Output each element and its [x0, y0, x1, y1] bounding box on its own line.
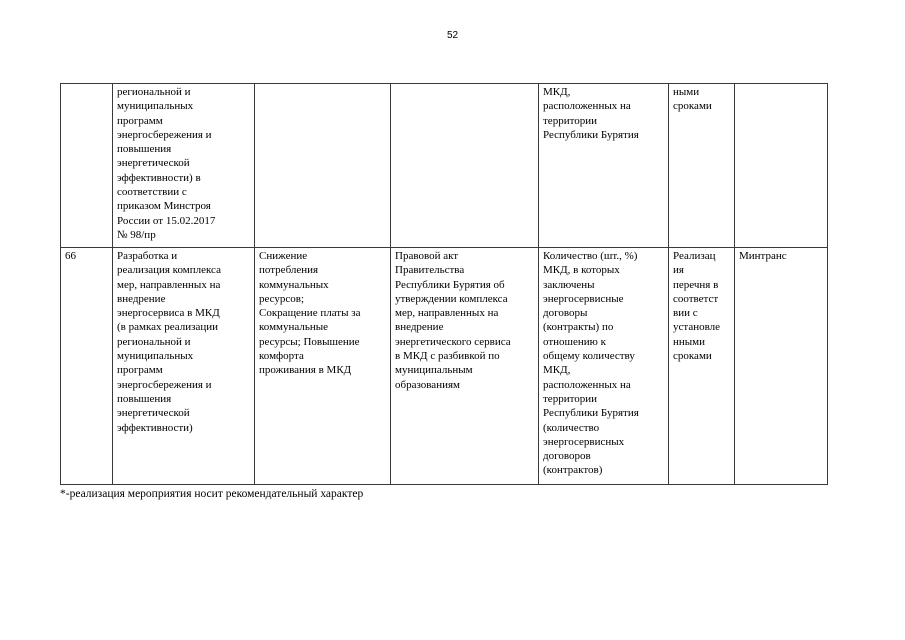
table-row: [61, 84, 828, 248]
cell-measure-name: региональной и муниципальных программ энергосбережения и повышения энергетической эффективности) в соответствии с приказом Минстроя России от 15.02.2017 № 98/пр: [113, 84, 255, 248]
cell-indicator: МКД, расположенных на территории Республики Бурятия: [539, 84, 669, 248]
cell-measure-name: Разработка и реализация комплекса мер, направленных на внедрение энергосервиса в МКД (в рамках реализации региональной и муниципальных программ энергосбережения и повышения энергетической эффективности): [113, 248, 255, 485]
cell-expected-result: [255, 84, 391, 248]
cell-executor: Минтранс: [735, 248, 828, 485]
cell-executor: [735, 84, 828, 248]
cell-legal-act: [391, 84, 539, 248]
measures-table: [60, 83, 828, 485]
cell-indicator: Количество (шт., %) МКД, в которых заключены энергосервисные договоры (контракты) по отношению к общему количеству МКД, расположенных на территории Республики Бурятия (количество энергосервисных договоров (контрактов): [539, 248, 669, 485]
cell-number: 66: [61, 248, 113, 485]
cell-expected-result: Снижение потребления коммунальных ресурсов; Сокращение платы за коммунальные ресурсы; Повышение комфорта проживания в МКД: [255, 248, 391, 485]
cell-legal-act: Правовой акт Правительства Республики Бурятия об утверждении комплекса мер, направленных на внедрение энергетического сервиса в МКД с разбивкой по муниципальным образованиям: [391, 248, 539, 485]
footnote: *-реализация мероприятия носит рекомендательный характер: [60, 488, 364, 500]
cell-deadline: ными сроками: [669, 84, 735, 248]
page-number: 52: [446, 30, 459, 41]
cell-deadline: Реализац ия перечня в соответст вии с установле нными сроками: [669, 248, 735, 485]
table-row: [61, 248, 828, 485]
cell-number: [61, 84, 113, 248]
